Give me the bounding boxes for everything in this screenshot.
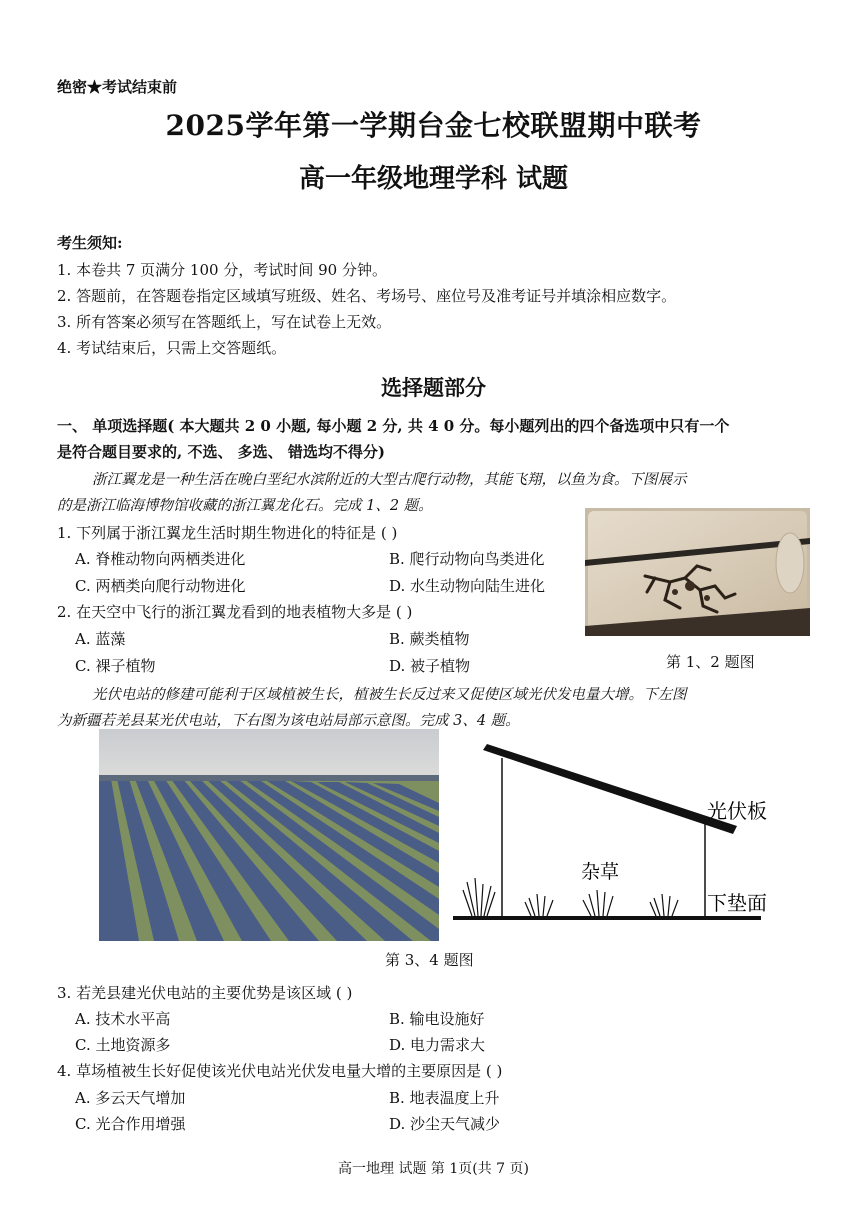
- solar-station-diagram: [445, 742, 775, 930]
- part-instructions-line1: 一、 单项选择题( 本大题共 2 0 小题, 每小题 2 分, 共 4 0 分。每小题列出的四个备选项中只有一个: [57, 417, 730, 435]
- page-footer: 高一地理 试题 第 1页(共 7 页): [338, 1161, 529, 1177]
- notice-item: 4. 考试结束后，只需上交答题纸。: [57, 339, 287, 357]
- question-3-option-d: D. 电力需求大: [389, 1036, 486, 1054]
- exam-subtitle: 高一年级地理学科 试题: [298, 164, 569, 194]
- label-pv-panel: 光伏板: [707, 799, 767, 823]
- question-2-option-a: A. 蓝藻: [75, 630, 126, 648]
- question-3-stem: 3. 若羌县建光伏电站的主要优势是该区域 ( ): [57, 984, 353, 1002]
- question-4-option-c: C. 光合作用增强: [75, 1115, 186, 1133]
- passage1-line2: 的是浙江临海博物馆收藏的浙江翼龙化石。完成 1、2 题。: [57, 498, 433, 514]
- passage2-line1: 光伏电站的修建可能利于区域植被生长，植被生长反过来又促使区域光伏发电量大增。下左图: [92, 687, 687, 703]
- question-2-option-d: D. 被子植物: [389, 657, 471, 675]
- question-2-option-b: B. 蕨类植物: [389, 630, 470, 648]
- solar-farm-photo: [99, 729, 439, 941]
- confidential-mark: 绝密★考试结束前: [57, 78, 178, 96]
- question-1-option-d: D. 水生动物向陆生进化: [389, 577, 546, 595]
- exam-title: 2025学年第一学期台金七校联盟期中联考: [165, 109, 702, 142]
- passage2-line2: 为新疆若羌县某光伏电站，下右图为该电站局部示意图。完成 3、4 题。: [57, 713, 520, 729]
- figure-1-2-caption: 第 1、2 题图: [666, 653, 755, 671]
- figure-3-4-caption: 第 3、4 题图: [385, 951, 474, 969]
- pterosaur-fossil-image: [585, 508, 810, 636]
- question-1-option-b: B. 爬行动物向鸟类进化: [389, 550, 545, 568]
- question-2-stem: 2. 在天空中飞行的浙江翼龙看到的地表植物大多是 ( ): [57, 603, 413, 621]
- question-4-option-d: D. 沙尘天气减少: [389, 1115, 501, 1133]
- notice-item: 3. 所有答案必须写在答题纸上，写在试卷上无效。: [57, 313, 392, 331]
- label-weeds: 杂草: [581, 861, 620, 883]
- notice-heading: 考生须知:: [57, 234, 123, 252]
- question-4-stem: 4. 草场植被生长好促使该光伏电站光伏发电量大增的主要原因是 ( ): [57, 1062, 503, 1080]
- question-1-option-a: A. 脊椎动物向两栖类进化: [75, 550, 246, 568]
- notice-item: 1. 本卷共 7 页满分 100 分，考试时间 90 分钟。: [57, 261, 387, 279]
- question-1-option-c: C. 两栖类向爬行动物进化: [75, 577, 246, 595]
- question-4-option-a: A. 多云天气增加: [75, 1089, 186, 1107]
- question-1-stem: 1. 下列属于浙江翼龙生活时期生物进化的特征是 ( ): [57, 524, 398, 542]
- question-2-option-c: C. 裸子植物: [75, 657, 156, 675]
- notice-item: 2. 答题前，在答题卷指定区域填写班级、姓名、考场号、座位号及准考证号并填涂相应数字。: [57, 287, 677, 305]
- question-3-option-c: C. 土地资源多: [75, 1036, 171, 1054]
- part-instructions-line2: 是符合题目要求的, 不选、 多选、 错选均不得分): [57, 443, 385, 461]
- question-3-option-a: A. 技术水平高: [75, 1010, 171, 1028]
- question-4-option-b: B. 地表温度上升: [389, 1089, 500, 1107]
- question-3-option-b: B. 输电设施好: [389, 1010, 485, 1028]
- label-underlying-surface: 下垫面: [707, 891, 767, 915]
- passage1-line1: 浙江翼龙是一种生活在晚白垩纪水滨附近的大型古爬行动物，其能飞翔，以鱼为食。下图展示: [92, 472, 687, 488]
- section-title: 选择题部分: [381, 375, 486, 400]
